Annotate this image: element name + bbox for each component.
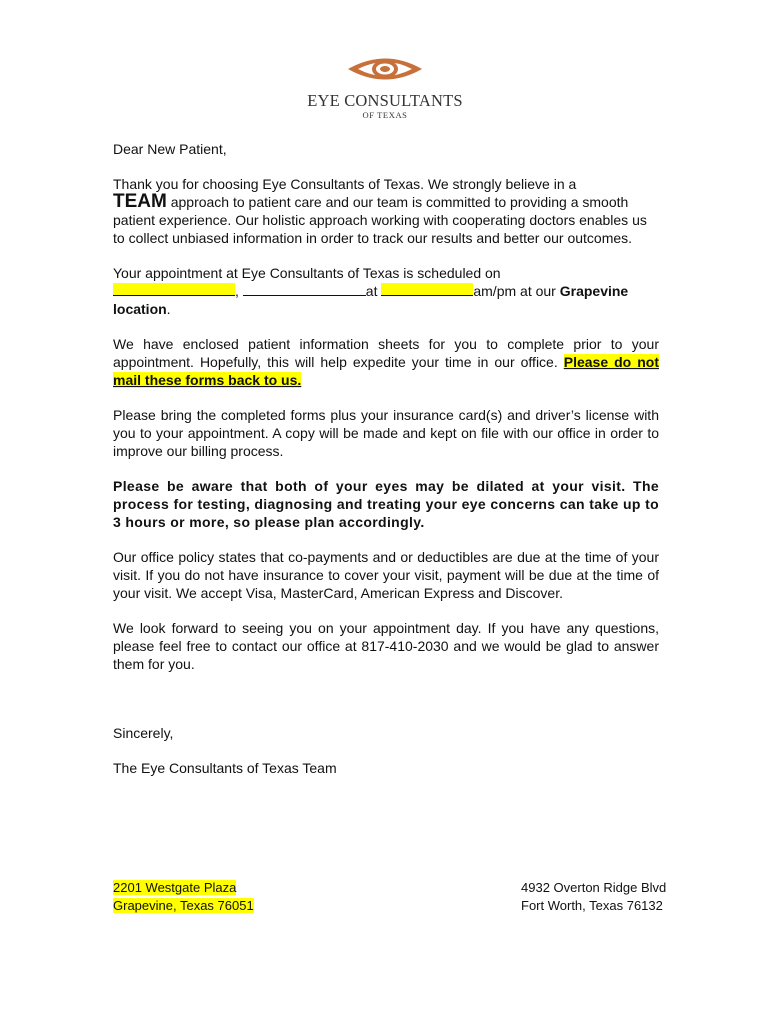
closing: Sincerely,	[113, 725, 174, 741]
eye-logo-icon	[345, 50, 425, 88]
appointment-paragraph	[113, 264, 659, 318]
intro-text-a: Thank you for choosing Eye Consultants of Texas. We strongly believe in a	[113, 176, 577, 192]
insurance-paragraph: Please bring the completed forms plus your insurance card(s) and driver’s license with you to your appointment. A copy will be made and kept on file with our office in order to improve our billing process.	[113, 407, 659, 459]
appointment-period: .	[166, 301, 171, 317]
intro-text-b: approach to patient care and our team is committed to providing a smooth patient experience. Our holistic approach working with cooperating doctors enables us to collect unbiased information in order to track our results and better our outcomes.	[113, 194, 647, 246]
dilation-warning: Please be aware that both of your eyes may be dilated at your visit. The process for testing, diagnosing and treating your eye concerns can take up to 3 hours or more, so please plan accordingly.	[113, 478, 659, 530]
appointment-day-blank	[243, 283, 366, 296]
appointment-ampm: am/pm at our	[473, 283, 560, 299]
logo-name: EYE CONSULTANTS	[307, 91, 463, 110]
forms-paragraph	[113, 335, 659, 389]
fort-worth-address-line2: Fort Worth, Texas 76132	[521, 898, 663, 913]
signature: The Eye Consultants of Texas Team	[113, 760, 337, 776]
grapevine-address	[113, 879, 254, 915]
payment-policy-paragraph: Our office policy states that co-payments and or deductibles are due at the time of your visit. If you do not have insurance to cover your visit, payment will be due at the time of your visit. We accept Visa, MasterCard, American Express and Discover.	[113, 549, 659, 601]
appointment-at: at	[365, 283, 378, 299]
do-not-mail-notice: Please do not mail these forms back to us.	[113, 354, 659, 388]
team-emphasis: TEAM	[113, 191, 167, 212]
logo-subtitle: OF TEXAS	[362, 110, 408, 120]
grapevine-address-line1: 2201 Westgate Plaza	[113, 880, 237, 895]
intro-paragraph	[113, 175, 659, 247]
company-logo	[300, 50, 470, 122]
appointment-comma: ,	[235, 283, 239, 299]
contact-paragraph: We look forward to seeing you on your appointment day. If you have any questions, please feel free to contact our office at 817-410-2030 and we would be glad to answer them for you.	[113, 620, 659, 672]
forms-text: We have enclosed patient information sheets for you to complete prior to your appointment. Hopefully, this will help expedite your time in our office.	[113, 336, 659, 370]
fort-worth-address-line1: 4932 Overton Ridge Blvd	[521, 880, 667, 895]
appointment-location: Grapevine location	[113, 283, 629, 317]
grapevine-address-line2: Grapevine, Texas 76051	[113, 898, 254, 913]
appointment-time-blank	[381, 283, 473, 296]
appointment-text: Your appointment at Eye Consultants of Texas is scheduled on	[113, 265, 501, 281]
fort-worth-address	[521, 879, 666, 915]
salutation: Dear New Patient,	[113, 141, 227, 157]
appointment-date-blank	[113, 283, 235, 296]
letter-body	[113, 140, 659, 777]
